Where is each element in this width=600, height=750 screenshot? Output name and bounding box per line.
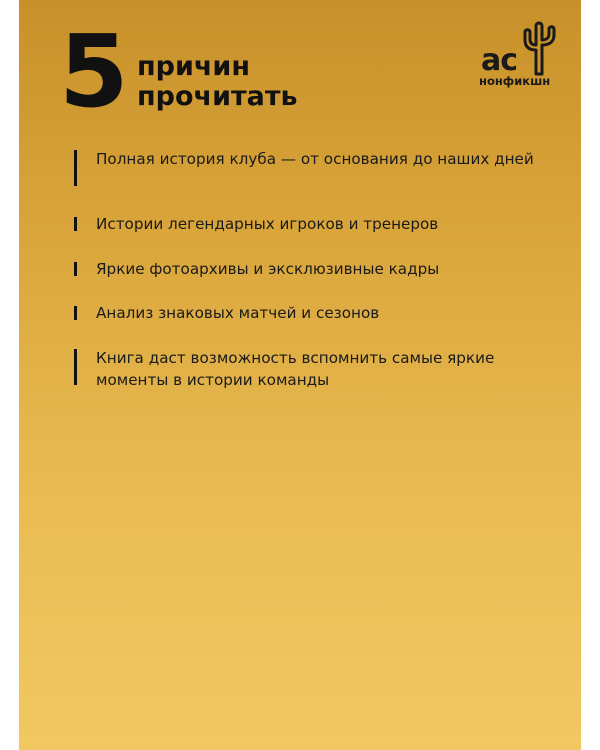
bullet-bar — [74, 217, 77, 231]
reason-text: Яркие фотоархивы и эксклюзивные кадры — [96, 260, 440, 278]
headline-line-2: прочитать — [137, 81, 298, 112]
bullet-bar — [74, 262, 77, 276]
reason-text: Книга даст возможность вспомнить самые яркие моменты в истории команды — [96, 349, 495, 389]
bullet-bar — [74, 150, 77, 186]
reason-text: Истории легендарных игроков и тренеров — [96, 215, 439, 233]
bullet-bar — [74, 306, 77, 320]
cactus-icon — [519, 20, 559, 76]
publisher-logo — [479, 20, 561, 92]
bullet-bar — [74, 349, 77, 385]
logo-subtitle: нонфикшн — [479, 74, 551, 88]
logo-mark: ас — [481, 43, 518, 78]
reason-text: Полная история клуба — от основания до наших дней — [96, 150, 534, 168]
headline — [137, 52, 298, 112]
reasons-count: 5 — [59, 13, 127, 130]
headline-line-1: причин — [137, 51, 251, 82]
promo-card — [19, 0, 581, 750]
reason-text: Анализ знаковых матчей и сезонов — [96, 304, 380, 322]
